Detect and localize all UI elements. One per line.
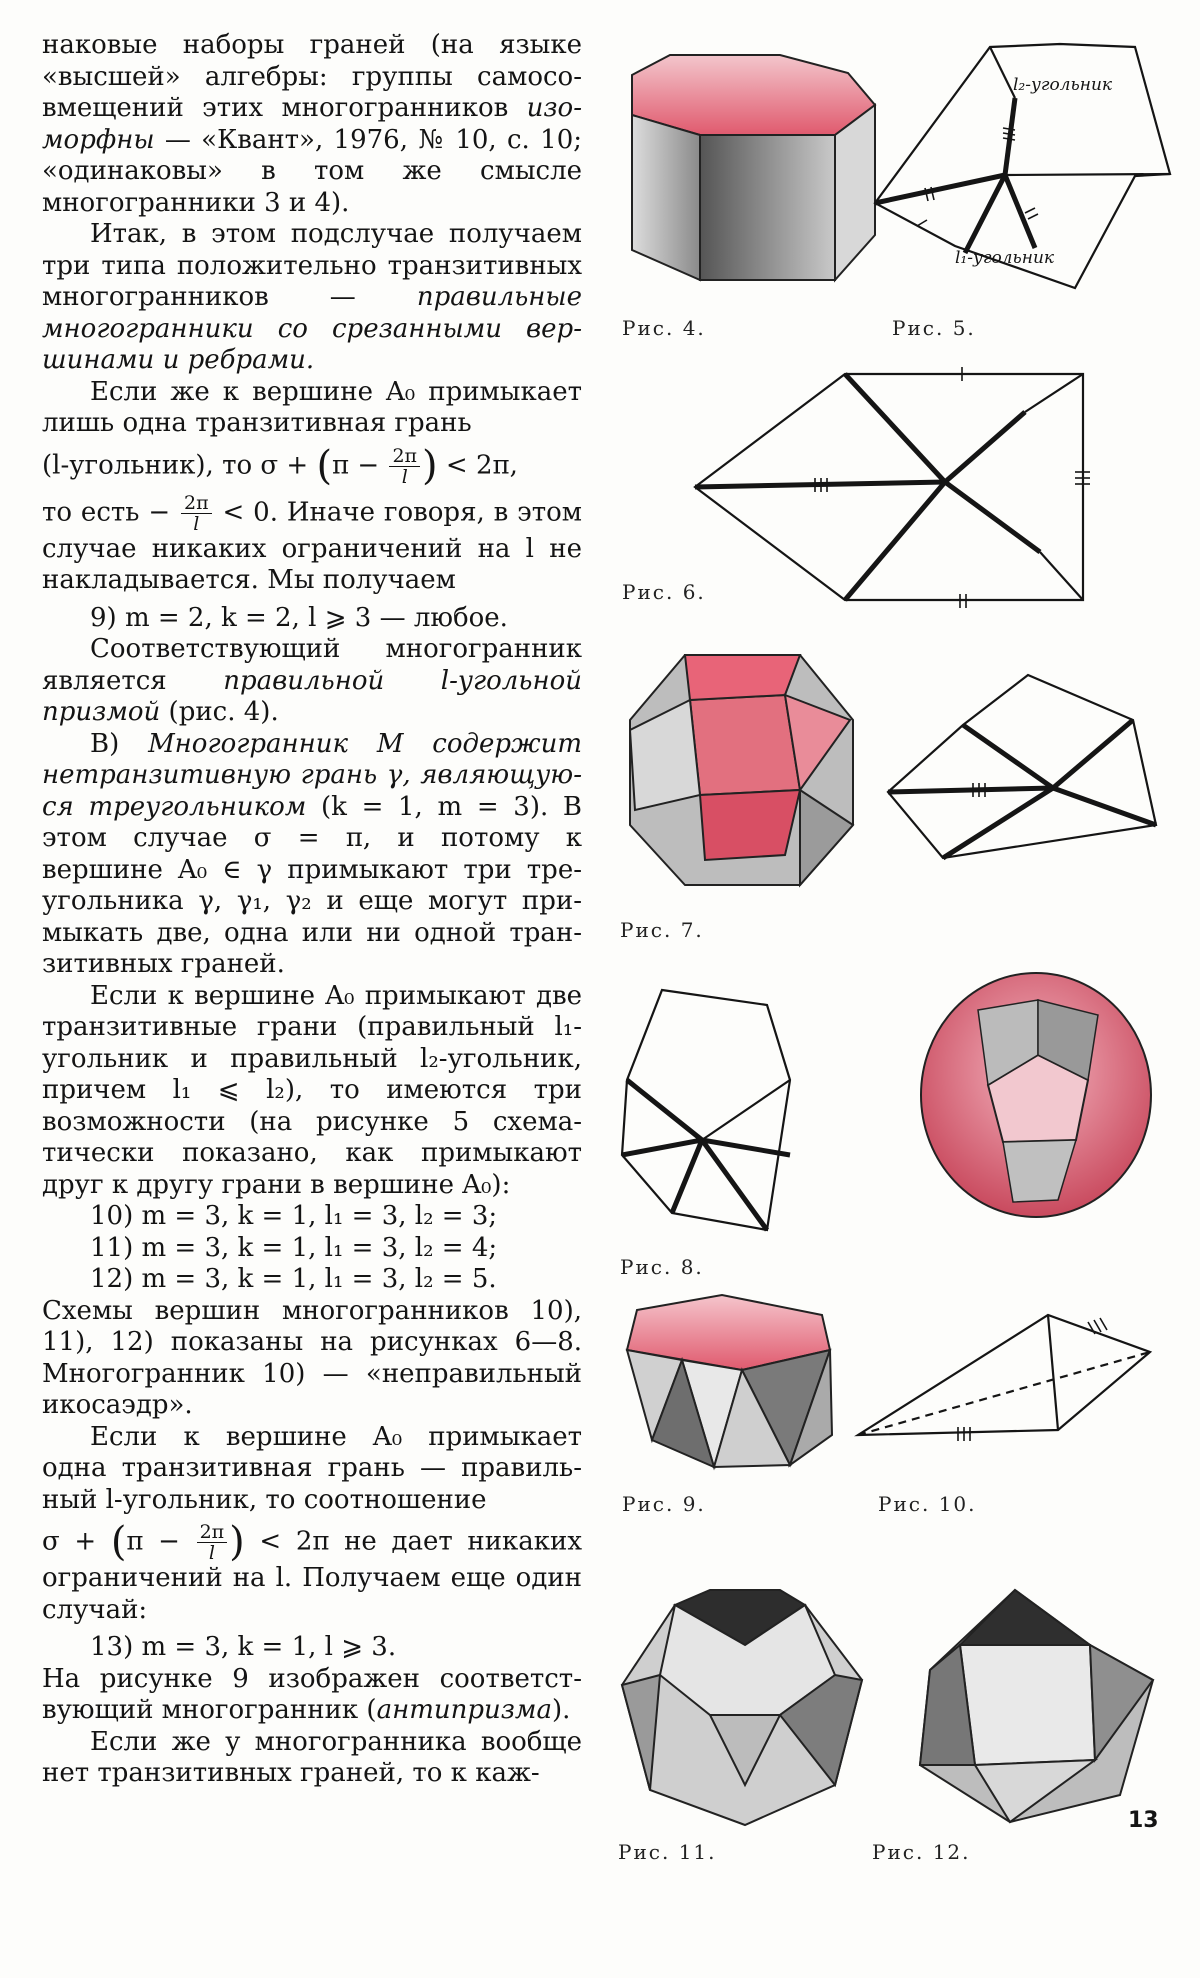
label-l2-polygon: l₂-угольник	[1013, 75, 1113, 95]
fig8-vertex-scheme	[622, 985, 807, 1230]
fig7-vertex-scheme	[888, 670, 1158, 860]
case-11: 11) m = 3, k = 1, l₁ = 3, l₂ = 4;	[90, 1232, 498, 1263]
case-10: 10) m = 3, k = 1, l₁ = 3, l₂ = 3;	[90, 1201, 498, 1231]
fig5-vertex-scheme	[875, 38, 1175, 338]
formula-line-2: то есть − $\frac{2\pi}{l}$ < 0. Иначе говоря, в этом случае никаких ограничений на l не накладывается. Мы получаем	[42, 491, 583, 595]
case-13: 13) m = 3, k = 1, l ⩾ 3.	[90, 1632, 397, 1662]
prism-side-face	[835, 105, 875, 280]
label-l1-polygon: l₁-угольник	[955, 248, 1055, 268]
paragraph-6: Если к вершине A₀ примыкают две транзитивные грани (правильный l₁-угольник и правильный l₂-угольник, причем l₁ ⩽ l₂), то имеются три возможности (на рисунке 5 схематически показано, как примыкают друг к другу грани в вершине A₀):	[42, 980, 582, 1200]
case-12: 12) m = 3, k = 1, l₁ = 3, l₂ = 5.	[90, 1264, 497, 1294]
fraction: $\frac{2\pi}{l}$	[197, 1522, 228, 1563]
fig8-polyhedron	[918, 970, 1153, 1220]
case-9: 9) m = 2, k = 2, l ⩾ 3 — любое.	[90, 602, 508, 633]
fraction: $\frac{2\pi}{l}$	[389, 446, 420, 487]
fig6-vertex-scheme	[695, 372, 1085, 602]
fraction: $\frac{2\pi}{l}$	[181, 493, 212, 534]
formula-line-3: σ + (π − $\frac{2\pi}{l}$ ) < 2π не дает никаких ограничений на l. Получаем еще один случай:	[42, 1518, 583, 1625]
fig9-antiprism	[622, 1295, 837, 1475]
square-face	[960, 1645, 1095, 1765]
fig7-polyhedron	[625, 650, 855, 890]
caption-fig7: Рис. 7.	[620, 918, 704, 942]
fig10-vertex-scheme	[858, 1310, 1153, 1440]
paragraph-5: В) Многогранник M содержит нетранзитивную грань γ, являющуюся треугольником (k = 1, m = 3). В этом случае σ = π, и потому к вершине A₀ ∈ γ примыкают три треугольника γ, γ₁, γ₂ и еще могут примыкать две, одна или ни одной транзитивных граней.	[42, 728, 582, 979]
fig4-prism	[620, 55, 880, 295]
caption-fig4: Рис. 4.	[622, 316, 706, 340]
fig11-polyhedron	[620, 1585, 865, 1825]
fig12-polyhedron	[915, 1590, 1155, 1825]
caption-fig11: Рис. 11.	[618, 1840, 717, 1864]
prism-side-face	[632, 115, 700, 280]
square-face	[690, 695, 800, 795]
prism-top-face	[632, 55, 875, 135]
paragraph-10: Если же у многогранника вообще нет транзитивных граней, то к каж-	[42, 1726, 582, 1788]
caption-fig12: Рис. 12.	[872, 1840, 971, 1864]
paragraph-8: Если к вершине A₀ примыкает одна транзитивная грань — правильный l-угольник, то соотношение	[42, 1421, 582, 1515]
caption-fig6: Рис. 6.	[622, 580, 706, 604]
caption-fig10: Рис. 10.	[878, 1492, 977, 1516]
paragraph-7: Схемы вершин многогранников 10), 11), 12) показаны на рисунках 6—8. Многогранник 10) — «неправильный икосаэдр».	[42, 1295, 582, 1420]
caption-fig8: Рис. 8.	[620, 1255, 704, 1279]
paragraph-2: Итак, в этом подслучае получаем три типа положительно транзитивных многогранников — правильные многогранники со срезанными вершинами и ребрами.	[42, 219, 582, 375]
square-face	[685, 655, 800, 700]
paragraph-4: Соответствующий многогранник является правильной l-угольной призмой (рис. 4).	[42, 634, 582, 727]
caption-fig5: Рис. 5.	[892, 316, 976, 340]
page-number: 13	[1128, 1808, 1159, 1833]
paragraph-1: наковые наборы граней (на языке «высшей» алгебры: группы самосовмещений этих многогранников изоморфны — «Квант», 1976, № 10, с. 10; «одинаковы» в том же смысле многогранники 3 и 4).	[42, 30, 582, 218]
prism-side-face	[700, 135, 835, 280]
main-text-column	[42, 30, 582, 1790]
paragraph-9: На рисунке 9 изображен соответствующий многогранник (антипризма).	[42, 1663, 582, 1725]
paragraph-3: Если же к вершине A₀ примыкает лишь одна транзитивная грань	[42, 376, 582, 438]
formula-line-1: (l-угольник), то σ + (π − $\frac{2\pi}{l}$ ) < 2π,	[42, 442, 518, 489]
caption-fig9: Рис. 9.	[622, 1492, 706, 1516]
square-face	[700, 790, 800, 860]
